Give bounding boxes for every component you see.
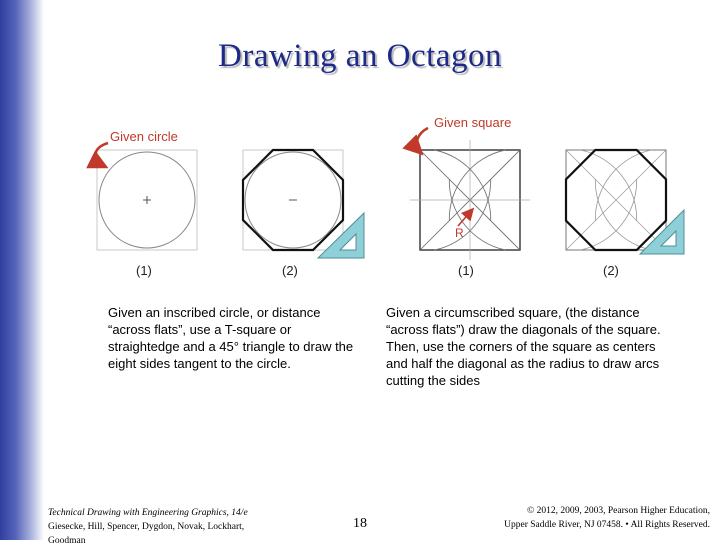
footer-authors: Giesecke, Hill, Spencer, Dygdon, Novak, Lockhart, Goodman	[48, 522, 245, 546]
given-circle-step-1	[95, 143, 197, 250]
given-square-step-1	[410, 128, 530, 260]
copyright-line-1: © 2012, 2009, 2003, Pearson Higher Education,	[527, 506, 710, 516]
right-step-1-label: (1)	[458, 263, 474, 278]
caption-circumscribed-square: Given a circumscribed square, (the distance “across flats”) draw the diagonals of the square. Then, use the corners of the square as centers and half the diagonal as the radius to draw arcs cutting the sides	[386, 305, 661, 388]
octagon-in-square	[566, 150, 684, 254]
footer-copyright	[430, 504, 710, 532]
given-square-label: Given square	[434, 115, 512, 130]
left-step-1-label: (1)	[136, 263, 152, 278]
left-step-2-label: (2)	[282, 263, 298, 278]
radius-label: R	[455, 226, 464, 240]
octagon-with-triangle	[243, 150, 364, 258]
page-number: 18	[353, 516, 367, 531]
footer-book-info	[48, 506, 278, 546]
copyright-line-2: Upper Saddle River, NJ 07458. • All Rights Reserved.	[504, 520, 710, 530]
caption-inscribed-circle: Given an inscribed circle, or distance “across flats”, use a T-square or straightedge and a 45° triangle to draw the eight sides tangent to the circle.	[108, 305, 354, 371]
slide-title: Drawing an Octagon	[218, 38, 502, 74]
footer-book-title: Technical Drawing with Engineering Graphics, 14/e	[48, 508, 248, 518]
right-step-2-label: (2)	[603, 263, 619, 278]
given-circle-label: Given circle	[110, 129, 178, 144]
